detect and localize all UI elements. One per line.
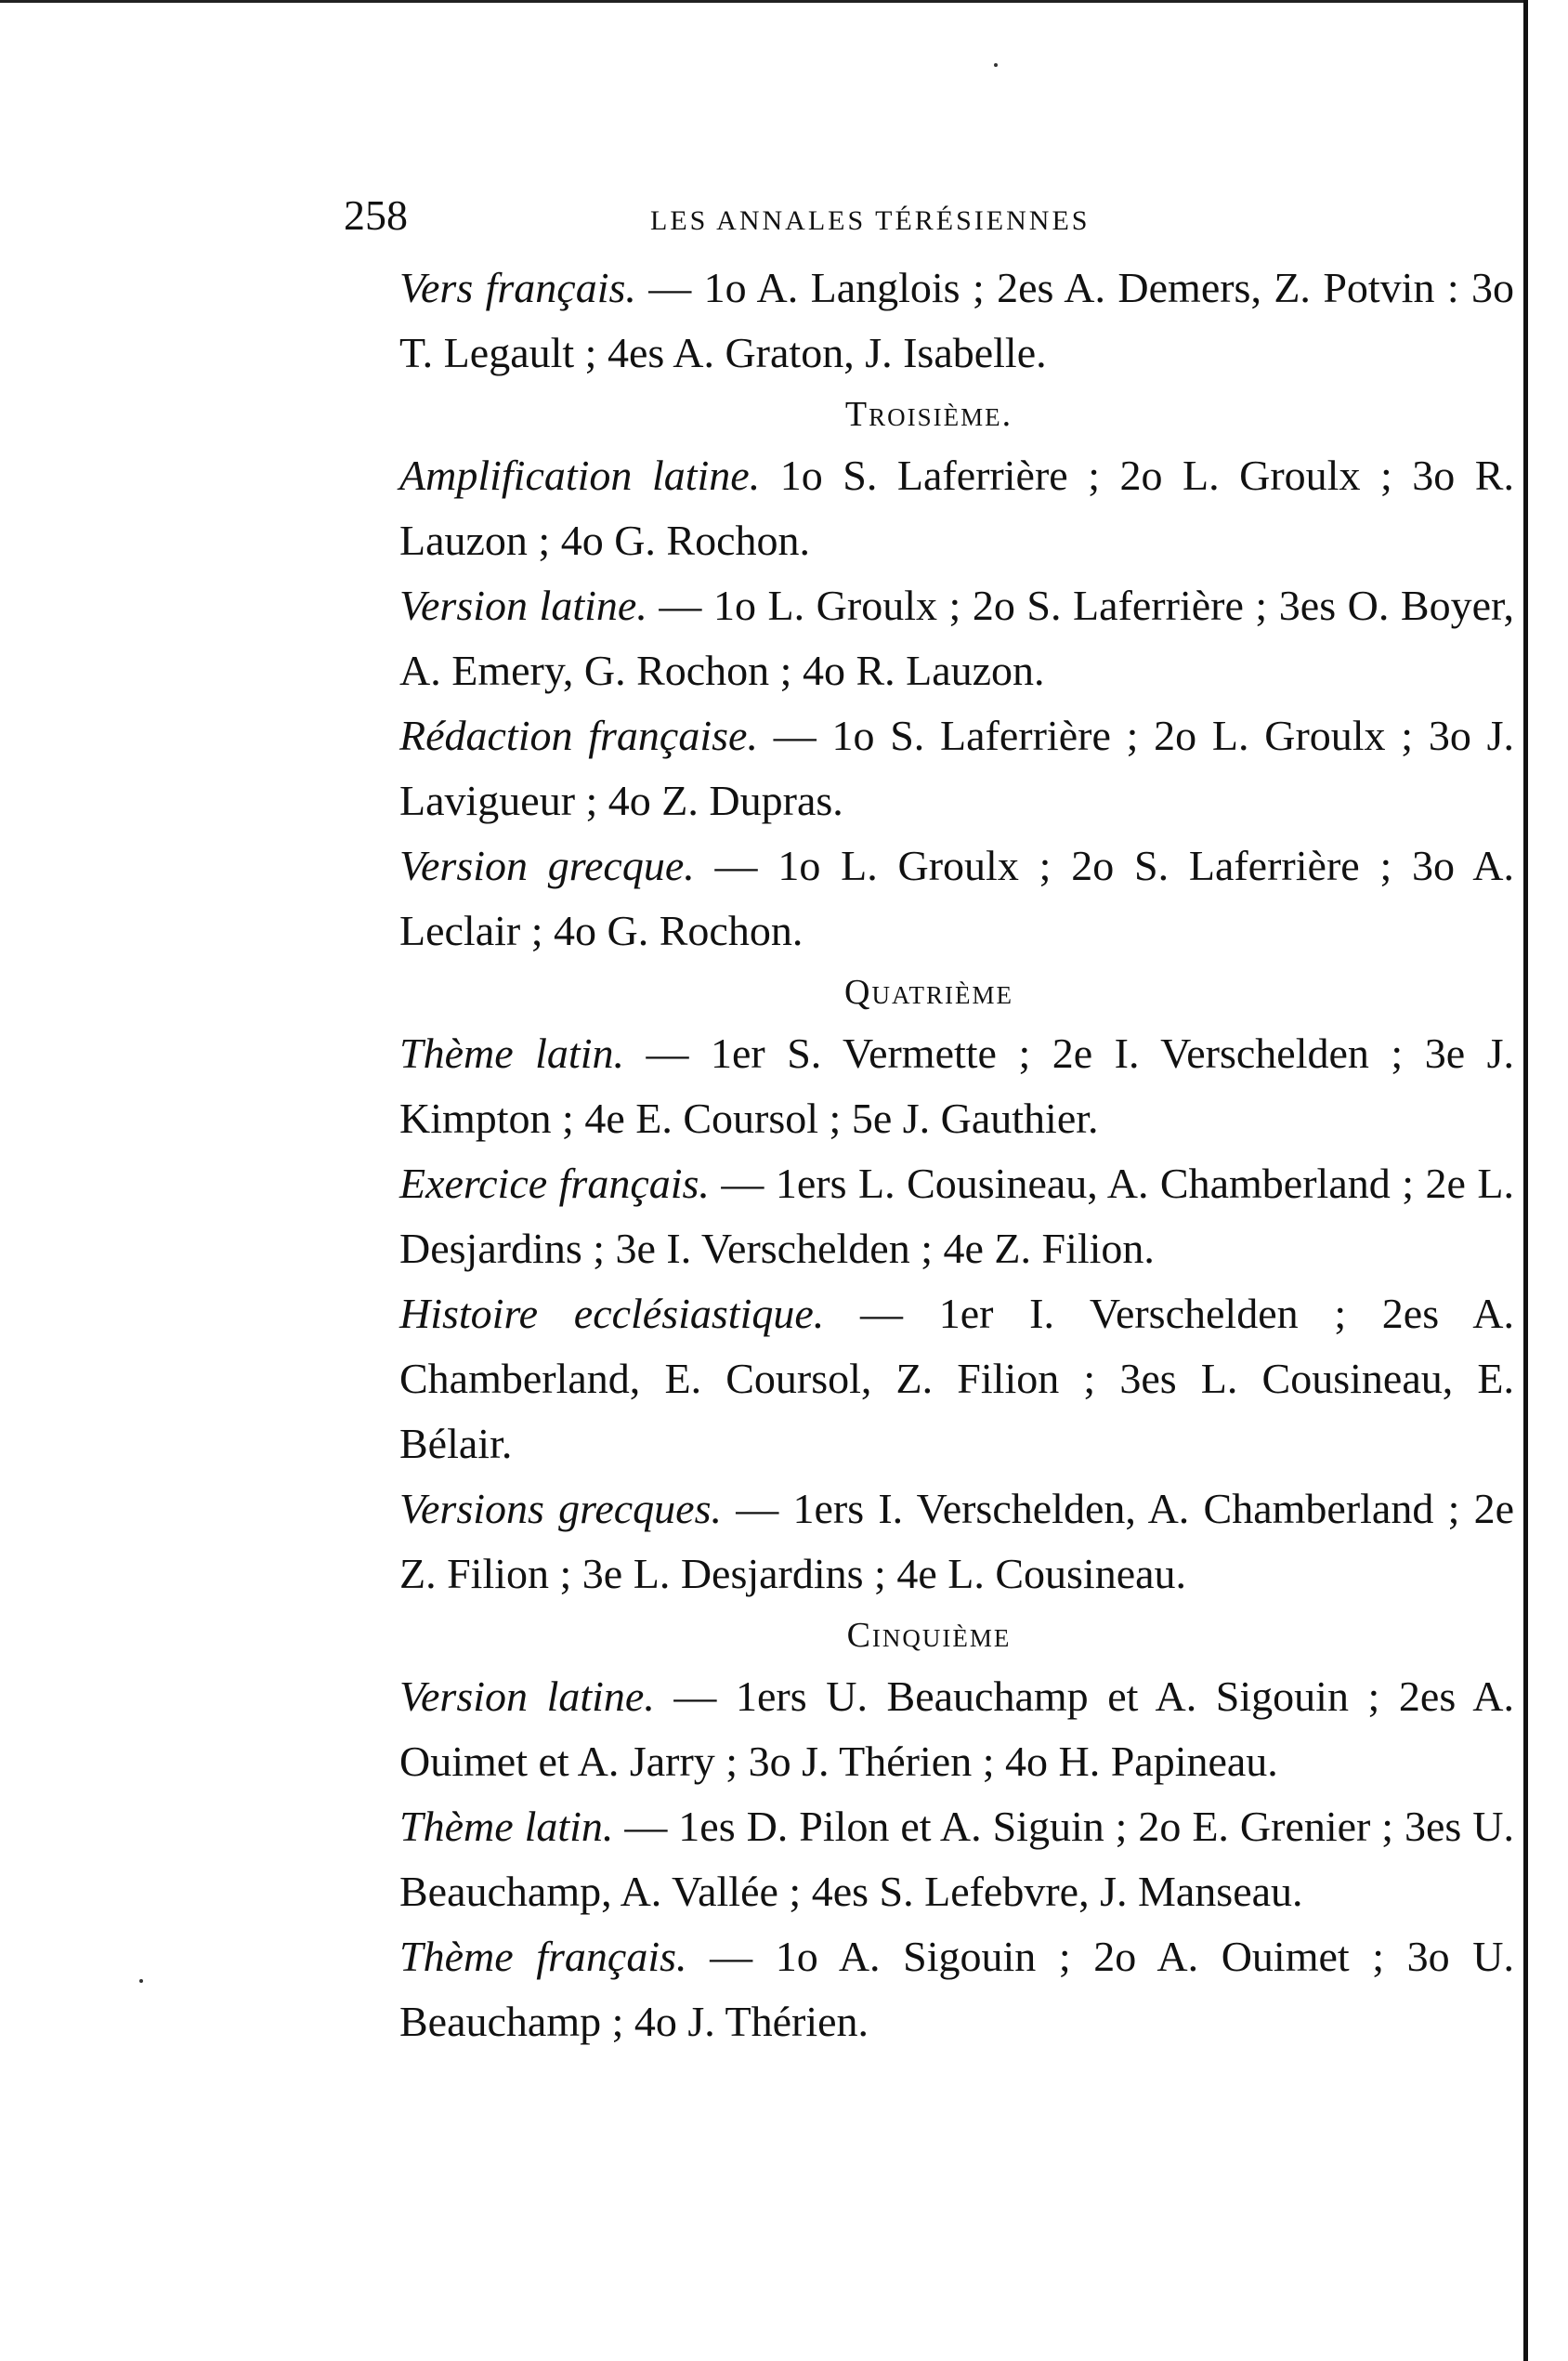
entry-text: — 1er S. Vermette ; 2e I. Verschelden ; 3e J. Kimpton ; 4e E. Coursol ; 5e J. Gauthier. [399,1030,1515,1142]
prize-entry [344,1021,1514,1151]
subject-title: Histoire ecclésiastique. [399,1290,825,1337]
entry-text: — 1o S. Laferrière ; 2o L. Groulx ; 3o J. Lavigueur ; 4o Z. Dupras. [399,712,1514,824]
prize-entry [344,1924,1514,2054]
prize-entry [344,1281,1514,1476]
subject-title: Thème latin. [399,1803,614,1850]
subject-title: Thème latin. [399,1030,624,1077]
subject-title: Rédaction française. [399,712,758,759]
entry-text: 1o S. Laferrière ; 2o L. Groulx ; 3o R. Lauzon ; 4o G. Rochon. [399,452,1514,564]
prize-entry [344,703,1514,833]
prize-entry [344,1794,1514,1924]
entry-text: — 1ers I. Verschelden, A. Chamberland ; 2e Z. Filion ; 3e L. Desjardins ; 4e L. Cousineau. [399,1485,1515,1597]
page-body [344,190,1514,2054]
subject-title: Thème français. [399,1933,687,1980]
class-heading: Troisième. [844,395,1013,434]
page-edge-rule [1523,0,1528,2361]
prize-entry [344,1664,1514,1794]
subject-title: Version grecque. [399,842,695,889]
class-heading: Cinquième [846,1616,1012,1655]
entry-text: — 1er I. Verschelden ; 2es A. Chamberland, E. Coursol, Z. Filion ; 3es L. Cousineau, E. Bélair. [399,1290,1514,1467]
scan-speck [994,63,998,67]
scan-speck [139,1979,143,1983]
prize-entry [344,1476,1514,1607]
prize-entry [344,1151,1514,1281]
subject-title: Amplification latine. [399,452,761,499]
page-number: 258 [344,191,408,239]
subject-title: Version latine. [399,582,647,629]
entry-text: — 1o L. Groulx ; 2o S. Laferrière ; 3o A. Leclair ; 4o G. Rochon. [399,842,1515,954]
entry-text: — 1es D. Pilon et A. Siguin ; 2o E. Grenier ; 3es U. Beauchamp, A. Vallée ; 4es S. Lefebvre, J. Manseau. [399,1803,1514,1915]
class-heading: Quatrième [844,973,1013,1012]
running-head [344,190,1514,256]
prize-entry [344,833,1514,964]
subject-title: Versions grecques. [399,1485,722,1532]
entry-text: — 1ers U. Beauchamp et A. Sigouin ; 2es A. Ouimet et A. Jarry ; 3o J. Thérien ; 4o H. Papineau. [399,1672,1514,1785]
subject-title: Exercice français. [399,1160,710,1207]
prize-entry [344,256,1514,386]
subject-title: Vers français. [399,264,636,311]
entry-text: — 1ers L. Cousineau, A. Chamberland ; 2e L. Desjardins ; 3e I. Verschelden ; 4e Z. Filion. [399,1160,1514,1272]
top-rule [0,0,1523,3]
prize-entry [344,573,1514,703]
subject-title: Version latine. [399,1672,655,1720]
prize-entry [344,443,1514,573]
running-title: LES ANNALES TÉRÉSIENNES [650,205,1091,236]
entry-text: — 1o A. Sigouin ; 2o A. Ouimet ; 3o U. Beauchamp ; 4o J. Thérien. [399,1933,1514,2045]
entry-text: — 1o L. Groulx ; 2o S. Laferrière ; 3es O. Boyer, A. Emery, G. Rochon ; 4o R. Lauzon. [399,582,1515,694]
entry-text: — 1o A. Langlois ; 2es A. Demers, Z. Potvin : 3o T. Legault ; 4es A. Graton, J. Isabelle. [399,264,1515,376]
